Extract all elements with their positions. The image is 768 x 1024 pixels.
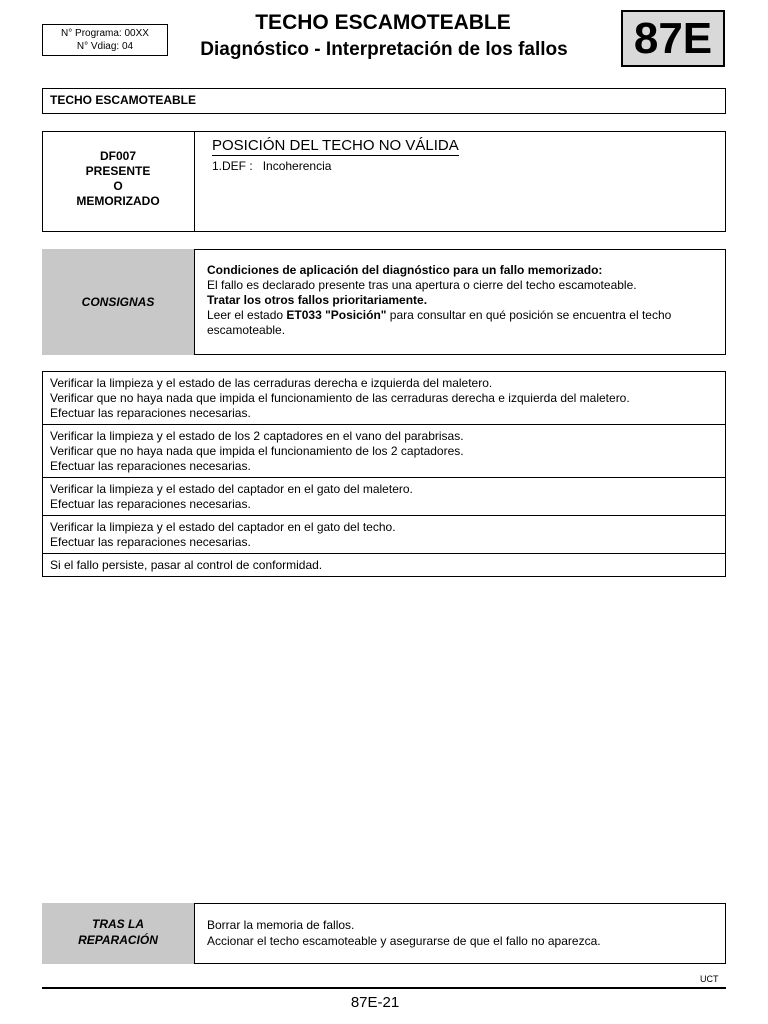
diagnostic-steps xyxy=(42,371,726,577)
fault-status-or: O xyxy=(113,179,123,193)
program-info-box xyxy=(42,24,168,56)
page-title: TECHO ESCAMOTEABLE xyxy=(255,11,511,34)
after-repair-text: Borrar la memoria de fallos. Accionar el techo escamoteable y asegurarse de que el fallo no aparezca. xyxy=(207,918,601,948)
fault-def-value: Incoherencia xyxy=(262,159,332,173)
step-1: Verificar la limpieza y el estado de las cerraduras derecha e izquierda del maletero. Verificar que no haya nada que impida el funcionamiento de las cerraduras derecha e izquierda del maletero. Efectuar las reparaciones necesarias. xyxy=(43,372,725,425)
chapter-code: 87E xyxy=(621,10,725,67)
fault-title: POSICIÓN DEL TECHO NO VÁLIDA xyxy=(212,137,459,154)
status-et033: ET033 "Posición" xyxy=(286,308,387,322)
page-subtitle: Diagnóstico - Interpretación de los fallos xyxy=(200,39,568,60)
consignas-heading: Condiciones de aplicación del diagnóstico para un fallo memorizado: xyxy=(207,263,603,277)
step-3: Verificar la limpieza y el estado del captador en el gato del maletero. Efectuar las reparaciones necesarias. xyxy=(43,478,725,516)
vdiag-number: N° Vdiag: 04 xyxy=(76,41,134,52)
consignas-line1: El fallo es declarado presente tras una apertura o cierre del techo escamoteable. xyxy=(207,278,637,292)
consignas-line3: Leer el estado ET033 "Posición" para consultar en qué posición se encuentra el techo escamoteable. xyxy=(207,308,672,337)
consignas-text xyxy=(207,263,717,338)
fault-status-present: PRESENTE xyxy=(85,164,151,178)
fault-def-label: 1.DEF : xyxy=(212,159,253,173)
fault-status-cell xyxy=(42,131,195,232)
fault-status-memorized: MEMORIZADO xyxy=(76,194,160,208)
program-number: N° Programa: 00XX xyxy=(61,28,149,39)
step-2: Verificar la limpieza y el estado de los 2 captadores en el vano del parabrisas. Verificar que no haya nada que impida el funcionamiento de los 2 captadores. Efectuar las reparaciones necesarias. xyxy=(43,425,725,478)
uct-mark: UCT xyxy=(700,974,719,984)
fault-code: DF007 xyxy=(99,149,137,163)
step-4: Verificar la limpieza y el estado del captador en el gato del techo. Efectuar las reparaciones necesarias. xyxy=(43,516,725,554)
fault-definition xyxy=(212,159,331,174)
after-repair-label: TRAS LA REPARACIÓN xyxy=(42,903,195,964)
page-number: 87E-21 xyxy=(350,994,400,1011)
consignas-line2: Tratar los otros fallos prioritariamente. xyxy=(207,293,428,307)
footer-divider xyxy=(42,987,726,989)
section-title: TECHO ESCAMOTEABLE xyxy=(42,88,726,114)
consignas-label: CONSIGNAS xyxy=(42,249,195,355)
step-5: Si el fallo persiste, pasar al control de conformidad. xyxy=(50,558,323,572)
